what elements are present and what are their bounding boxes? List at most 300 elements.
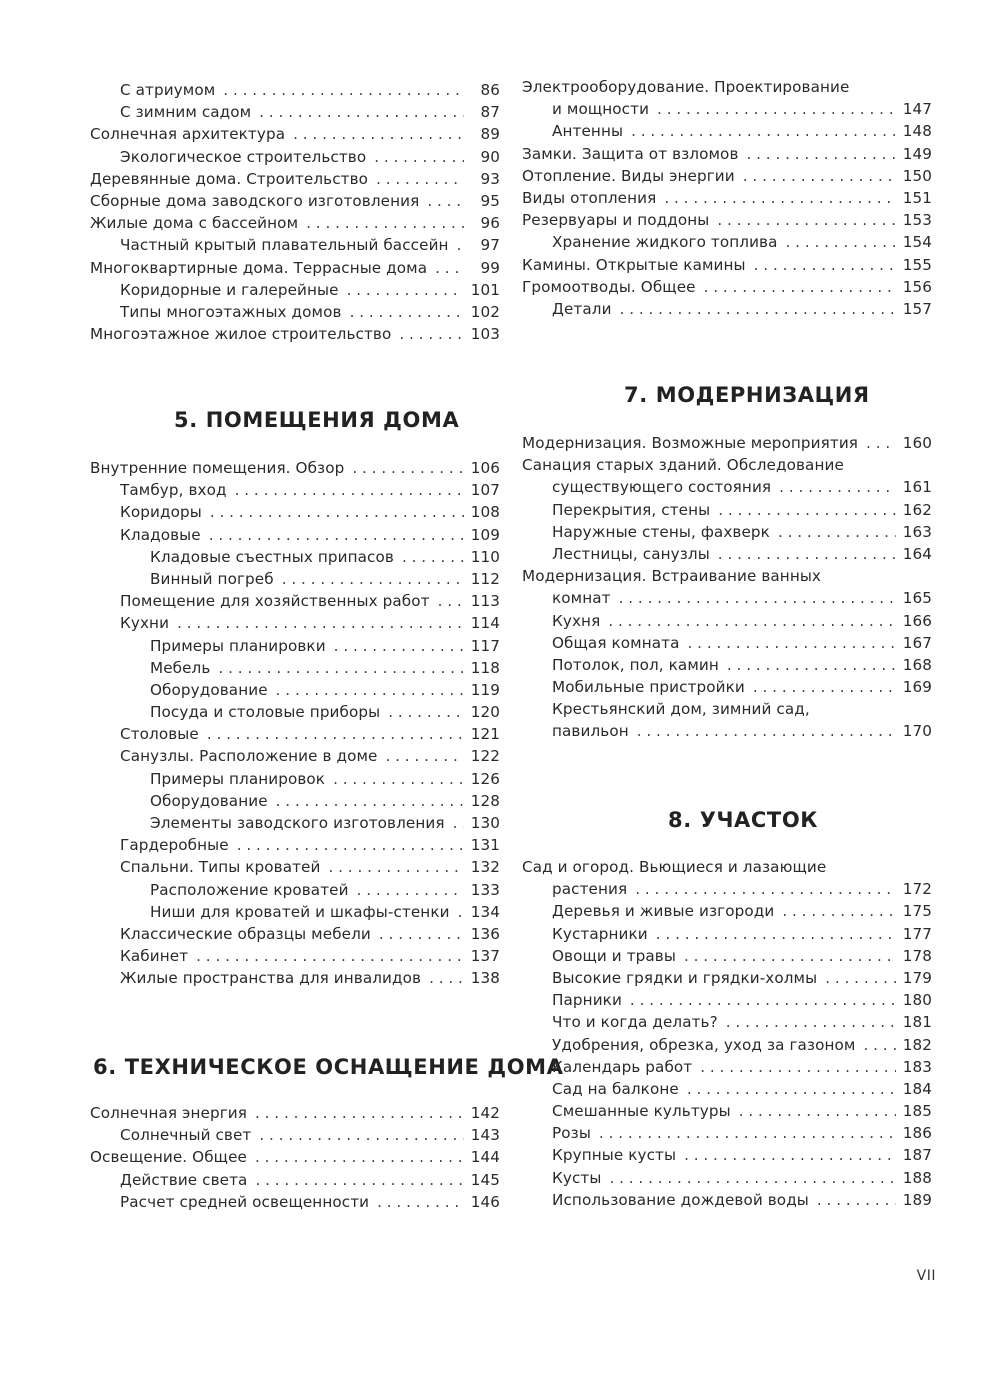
toc-leader-dots	[778, 521, 896, 543]
toc-entry-title: Овощи и травы	[552, 946, 676, 965]
toc-entry-page: 163	[902, 522, 932, 541]
toc-entry	[522, 1144, 932, 1166]
toc-entry	[90, 967, 500, 989]
toc-entry-page: 151	[902, 188, 932, 207]
toc-entry	[90, 768, 500, 790]
toc-entry	[522, 989, 932, 1011]
toc-entry-title: и мощности	[552, 100, 650, 119]
toc-entry-page: 112	[470, 569, 500, 588]
toc-entry	[522, 900, 932, 922]
toc-list-section-5	[90, 457, 500, 990]
toc-leader-dots	[276, 790, 464, 812]
toc-leader-dots	[255, 1169, 464, 1191]
toc-leader-dots	[276, 679, 464, 701]
toc-entry-page: 145	[470, 1170, 500, 1189]
toc-entry-page: 166	[902, 611, 932, 630]
toc-entry	[90, 524, 500, 546]
toc-entry-title: Общая комната	[552, 633, 680, 652]
toc-leader-dots	[427, 190, 464, 212]
page-number: VII	[916, 1268, 936, 1284]
toc-entry-page: 122	[470, 747, 500, 766]
toc-leader-dots	[630, 989, 896, 1011]
toc-entry	[90, 923, 500, 945]
toc-entry-title: Элементы заводского изготовления	[150, 814, 445, 832]
toc-entry	[522, 231, 932, 253]
toc-leader-dots	[306, 212, 464, 234]
toc-leader-dots	[786, 231, 896, 253]
toc-entry	[90, 1191, 500, 1213]
toc-entry-title: павильон	[552, 722, 629, 741]
toc-entry-page: 137	[470, 947, 500, 966]
toc-entry	[90, 657, 500, 679]
toc-entry	[90, 879, 500, 901]
toc-leader-dots	[684, 945, 896, 967]
toc-entry-page: 187	[902, 1146, 932, 1165]
toc-entry	[90, 590, 500, 612]
toc-entry-page: 146	[470, 1192, 500, 1211]
toc-entry	[90, 279, 500, 301]
toc-entry-page: 109	[470, 525, 500, 544]
toc-entry-title: Розы	[552, 1124, 591, 1143]
toc-entry	[522, 454, 932, 476]
toc-entry-page: 189	[902, 1190, 932, 1209]
toc-entry-page: 120	[470, 703, 500, 722]
toc-leader-dots	[282, 568, 464, 590]
toc-entry-page: 121	[470, 725, 500, 744]
toc-entry-page: 149	[902, 144, 932, 163]
toc-entry-page: 186	[902, 1124, 932, 1143]
toc-entry-title: Модернизация. Встраивание ванных	[522, 567, 822, 586]
toc-leader-dots	[779, 476, 896, 498]
toc-entry	[522, 610, 932, 632]
toc-entry	[90, 234, 500, 256]
toc-entry-page: 103	[470, 325, 500, 344]
toc-entry-title: Наружные стены, фахверк	[552, 522, 770, 541]
toc-leader-dots	[635, 878, 896, 900]
toc-entry	[90, 568, 500, 590]
toc-entry	[522, 1189, 932, 1211]
toc-entry-page: 185	[902, 1102, 932, 1121]
toc-entry-title: Гардеробные	[120, 836, 229, 855]
toc-entry-title: существующего состояния	[552, 478, 772, 497]
section-8-heading: 8. УЧАСТОК	[668, 808, 819, 832]
toc-entry-page: 133	[470, 880, 500, 899]
toc-entry-title: С зимним садом	[120, 103, 252, 122]
toc-entry-page: 144	[470, 1148, 500, 1167]
toc-entry-title: Кусты	[552, 1168, 602, 1187]
toc-entry	[522, 698, 932, 720]
toc-leader-dots	[688, 632, 896, 654]
toc-entry-page: 179	[902, 968, 932, 987]
toc-entry-title: Ниши для кроватей и шкафы-стенки	[150, 902, 450, 921]
toc-entry-title: Сад и огород. Вьющиеся и лазающие	[522, 858, 827, 876]
toc-entry	[90, 812, 500, 834]
section-5-heading: 5. ПОМЕЩЕНИЯ ДОМА	[174, 408, 460, 432]
toc-entry-title: Удобрения, обрезка, уход за газоном	[552, 1035, 856, 1054]
toc-leader-dots	[599, 1122, 896, 1144]
toc-entry	[522, 1100, 932, 1122]
toc-entry-title: Помещение для хозяйственных работ	[120, 592, 430, 611]
toc-entry-page: 96	[480, 214, 500, 233]
toc-entry	[522, 676, 932, 698]
toc-leader-dots	[435, 257, 464, 279]
toc-leader-dots	[376, 168, 464, 190]
toc-entry-page: 132	[470, 858, 500, 877]
toc-entry	[90, 301, 500, 323]
toc-entry-page: 95	[480, 191, 500, 210]
toc-entry-title: Камины. Открытые камины	[522, 255, 746, 274]
toc-entry-page: 130	[470, 814, 500, 832]
toc-leader-dots	[866, 432, 896, 454]
toc-entry-title: Действие света	[120, 1170, 248, 1189]
toc-entry-title: Кладовые съестных припасов	[150, 547, 394, 566]
toc-entry-title: Крестьянский дом, зимний сад,	[552, 700, 810, 719]
toc-entry-page: 148	[902, 122, 932, 141]
toc-leader-dots	[209, 524, 464, 546]
toc-leader-dots	[350, 301, 464, 323]
toc-entry	[522, 1056, 932, 1078]
toc-entry-title: Кабинет	[120, 947, 189, 966]
toc-entry	[522, 143, 932, 165]
toc-entry-title: Частный крытый плавательный бассейн	[120, 236, 449, 255]
toc-entry	[90, 123, 500, 145]
toc-entry	[522, 499, 932, 521]
toc-entry	[522, 878, 932, 900]
toc-entry-title: Оборудование	[150, 791, 268, 810]
toc-leader-dots	[259, 101, 464, 123]
toc-leader-dots	[177, 612, 464, 634]
toc-entry-title: Посуда и столовые приборы	[150, 703, 381, 722]
toc-leader-dots	[637, 720, 896, 742]
toc-entry	[522, 98, 932, 120]
toc-entry	[522, 165, 932, 187]
toc-leader-dots	[739, 1100, 896, 1122]
toc-entry	[522, 587, 932, 609]
toc-entry-page: 117	[470, 636, 500, 655]
toc-entry-page: 181	[902, 1013, 932, 1032]
toc-entry-page: 150	[902, 166, 932, 185]
toc-entry-title: Мобильные пристройки	[552, 678, 745, 697]
toc-leader-dots	[664, 187, 896, 209]
toc-entry	[90, 457, 500, 479]
toc-leader-dots	[259, 1124, 464, 1146]
toc-entry	[522, 967, 932, 989]
toc-leader-dots	[457, 234, 464, 256]
toc-entry	[90, 723, 500, 745]
toc-leader-dots	[207, 723, 464, 745]
toc-entry-page: 86	[480, 81, 500, 99]
toc-leader-dots	[782, 900, 896, 922]
toc-entry-page: 126	[470, 769, 500, 788]
toc-leader-dots	[620, 298, 896, 320]
toc-entry-title: Отопление. Виды энергии	[522, 166, 735, 185]
toc-entry-title: Замки. Защита от взломов	[522, 144, 739, 163]
toc-entry-title: Смешанные культуры	[552, 1102, 731, 1121]
toc-entry-page: 142	[470, 1104, 500, 1122]
toc-entry-title: Расчет средней освещенности	[120, 1192, 370, 1211]
toc-entry-page: 167	[902, 633, 932, 652]
toc-entry-title: Модернизация. Возможные мероприятия	[522, 434, 859, 452]
toc-leader-dots	[237, 834, 464, 856]
toc-entry	[90, 701, 500, 723]
toc-entry-page: 108	[470, 503, 500, 522]
toc-entry-page: 87	[480, 103, 500, 122]
toc-entry-title: Электрооборудование. Проектирование	[522, 78, 850, 96]
toc-leader-dots	[631, 120, 896, 142]
toc-entry	[90, 168, 500, 190]
toc-entry	[522, 1078, 932, 1100]
toc-entry-page: 170	[902, 722, 932, 741]
toc-entry	[90, 212, 500, 234]
toc-entry-page: 165	[902, 589, 932, 608]
toc-entry-page: 153	[902, 211, 932, 230]
toc-entry-title: Хранение жидкого топлива	[552, 233, 778, 252]
toc-leader-dots	[352, 457, 464, 479]
toc-entry	[522, 187, 932, 209]
toc-entry-page: 184	[902, 1079, 932, 1098]
toc-entry-title: Санация старых зданий. Обследование	[522, 456, 844, 475]
toc-leader-dots	[608, 610, 896, 632]
toc-entry-page: 89	[480, 125, 500, 144]
toc-entry-title: Многоэтажное жилое строительство	[90, 325, 392, 344]
toc-entry-page: 128	[470, 791, 500, 810]
toc-leader-dots	[255, 1102, 464, 1124]
toc-entry	[90, 323, 500, 345]
toc-entry	[522, 923, 932, 945]
toc-leader-dots	[619, 587, 896, 609]
toc-list-top-right	[522, 76, 932, 320]
toc-list-section-6	[90, 1102, 500, 1213]
toc-entry-page: 113	[470, 592, 500, 611]
toc-entry	[90, 479, 500, 501]
toc-leader-dots	[210, 501, 464, 523]
toc-entry	[522, 120, 932, 142]
toc-leader-dots	[687, 1078, 896, 1100]
toc-entry-page: 183	[902, 1057, 932, 1076]
toc-entry-page: 157	[902, 299, 932, 318]
toc-leader-dots	[718, 543, 896, 565]
toc-leader-dots	[726, 1011, 896, 1033]
toc-entry-title: Кладовые	[120, 525, 201, 544]
toc-entry	[522, 1122, 932, 1144]
toc-entry-title: Деревянные дома. Строительство	[90, 169, 369, 188]
toc-entry	[522, 945, 932, 967]
toc-entry	[90, 546, 500, 568]
toc-entry	[522, 476, 932, 498]
toc-entry	[522, 209, 932, 231]
toc-entry-title: Высокие грядки и грядки-холмы	[552, 968, 818, 987]
toc-entry-title: С атриумом	[120, 81, 216, 99]
toc-leader-dots	[357, 879, 464, 901]
toc-leader-dots	[700, 1056, 896, 1078]
toc-entry	[522, 254, 932, 276]
toc-entry-title: Кухня	[552, 611, 601, 630]
toc-entry	[90, 101, 500, 123]
toc-entry	[522, 565, 932, 587]
toc-entry-page: 97	[480, 236, 500, 255]
toc-entry	[90, 257, 500, 279]
toc-list-top-left	[90, 79, 500, 345]
toc-entry	[90, 745, 500, 767]
toc-entry-page: 178	[902, 946, 932, 965]
toc-leader-dots	[402, 546, 464, 568]
toc-entry-page: 99	[480, 258, 500, 277]
toc-entry-page: 106	[470, 459, 500, 477]
toc-leader-dots	[328, 856, 464, 878]
toc-entry-title: Многоквартирные дома. Террасные дома	[90, 258, 428, 277]
toc-entry-title: Солнечная архитектура	[90, 125, 286, 144]
toc-leader-dots	[399, 323, 464, 345]
toc-entry-title: Жилые пространства для инвалидов	[120, 969, 422, 988]
toc-leader-dots	[656, 923, 896, 945]
toc-entry	[90, 1146, 500, 1168]
toc-entry-title: Кустарники	[552, 924, 648, 943]
toc-leader-dots	[657, 98, 896, 120]
toc-entry-page: 138	[470, 969, 500, 988]
toc-entry	[90, 901, 500, 923]
toc-entry-page: 90	[480, 147, 500, 166]
toc-entry-title: Виды отопления	[522, 188, 657, 207]
toc-entry-title: Санузлы. Расположение в доме	[120, 747, 378, 766]
toc-entry-title: Деревья и живые изгороди	[552, 902, 775, 921]
toc-entry-page: 131	[470, 836, 500, 855]
toc-entry	[522, 1167, 932, 1189]
toc-entry	[90, 790, 500, 812]
toc-entry-page: 134	[470, 902, 500, 921]
toc-entry	[522, 298, 932, 320]
toc-entry	[90, 1169, 500, 1191]
toc-leader-dots	[754, 254, 896, 276]
toc-entry-title: Коридоры	[120, 503, 202, 522]
toc-entry	[522, 856, 932, 878]
toc-entry-page: 169	[902, 678, 932, 697]
toc-leader-dots	[704, 276, 896, 298]
toc-entry-title: Что и когда делать?	[552, 1013, 718, 1032]
toc-entry	[522, 720, 932, 742]
toc-entry-title: Парники	[552, 991, 622, 1010]
toc-leader-dots	[817, 1189, 896, 1211]
toc-entry-title: Тамбур, вход	[120, 481, 227, 500]
section-7-heading: 7. МОДЕРНИЗАЦИЯ	[624, 383, 870, 407]
section-6-heading: 6. ТЕХНИЧЕСКОЕ ОСНАЩЕНИЕ ДОМА	[93, 1055, 564, 1079]
toc-entry	[90, 679, 500, 701]
toc-leader-dots	[717, 209, 896, 231]
toc-entry-page: 136	[470, 924, 500, 943]
toc-entry-title: Освещение. Общее	[90, 1148, 247, 1167]
toc-entry-page: 172	[902, 880, 932, 899]
toc-entry-page: 168	[902, 655, 932, 674]
toc-leader-dots	[753, 676, 896, 698]
toc-entry-page: 143	[470, 1126, 500, 1145]
toc-leader-dots	[388, 701, 464, 723]
toc-leader-dots	[727, 654, 896, 676]
toc-leader-dots	[718, 499, 896, 521]
toc-entry-title: Жилые дома с бассейном	[90, 214, 299, 233]
toc-entry	[522, 76, 932, 98]
toc-entry-title: Сад на балконе	[552, 1079, 679, 1098]
toc-leader-dots	[453, 812, 464, 834]
toc-leader-dots	[333, 768, 464, 790]
toc-entry-title: Типы многоэтажных домов	[120, 302, 342, 321]
toc-entry-page: 156	[902, 277, 932, 296]
toc-leader-dots	[196, 945, 464, 967]
toc-entry-page: 182	[902, 1035, 932, 1054]
toc-leader-dots	[747, 143, 897, 165]
toc-entry-title: Крупные кусты	[552, 1146, 677, 1165]
toc-entry-title: Мебель	[150, 658, 211, 677]
toc-entry-title: Столовые	[120, 725, 199, 744]
toc-entry	[90, 146, 500, 168]
toc-entry	[522, 521, 932, 543]
toc-entry-title: Использование дождевой воды	[552, 1190, 809, 1209]
toc-entry-title: Оборудование	[150, 680, 268, 699]
toc-entry-page: 118	[470, 658, 500, 677]
toc-entry-page: 160	[902, 434, 932, 452]
toc-entry-title: Потолок, пол, камин	[552, 655, 719, 674]
toc-entry-title: комнат	[552, 589, 611, 608]
toc-entry	[90, 856, 500, 878]
toc-entry-title: Перекрытия, стены	[552, 500, 711, 519]
toc-leader-dots	[255, 1146, 464, 1168]
toc-entry	[522, 543, 932, 565]
toc-leader-dots	[863, 1034, 896, 1056]
toc-entry	[522, 276, 932, 298]
toc-leader-dots	[429, 967, 464, 989]
toc-entry-title: Громоотводы. Общее	[522, 277, 696, 296]
toc-leader-dots	[334, 635, 464, 657]
toc-entry-title: Винный погреб	[150, 569, 274, 588]
toc-entry	[522, 1011, 932, 1033]
toc-entry	[90, 190, 500, 212]
toc-entry-title: Коридорные и галерейные	[120, 280, 339, 299]
toc-entry	[90, 1102, 500, 1124]
toc-leader-dots	[609, 1167, 896, 1189]
toc-entry-page: 164	[902, 544, 932, 563]
toc-entry-page: 93	[480, 169, 500, 188]
toc-entry-page: 147	[902, 100, 932, 119]
toc-leader-dots	[743, 165, 896, 187]
toc-entry-page: 114	[470, 614, 500, 633]
toc-entry-title: Внутренние помещения. Обзор	[90, 459, 345, 477]
toc-entry-title: растения	[552, 880, 628, 899]
toc-leader-dots	[347, 279, 464, 301]
toc-entry-page: 102	[470, 302, 500, 321]
toc-list-section-7	[522, 432, 932, 743]
toc-entry-page: 162	[902, 500, 932, 519]
toc-entry-title: Резервуары и поддоны	[522, 211, 710, 230]
toc-entry-title: Солнечный свет	[120, 1126, 252, 1145]
toc-leader-dots	[458, 901, 464, 923]
toc-entry-title: Антенны	[552, 122, 624, 141]
toc-entry-title: Солнечная энергия	[90, 1104, 247, 1122]
toc-entry-title: Спальни. Типы кроватей	[120, 858, 321, 877]
toc-entry-title: Лестницы, санузлы	[552, 544, 710, 563]
toc-leader-dots	[223, 79, 464, 101]
toc-leader-dots	[385, 745, 464, 767]
toc-entry-page: 154	[902, 233, 932, 252]
toc-list-section-8	[522, 856, 932, 1211]
toc-leader-dots	[218, 657, 464, 679]
toc-entry	[522, 1034, 932, 1056]
toc-leader-dots	[438, 590, 464, 612]
toc-entry-page: 161	[902, 478, 932, 497]
toc-entry	[90, 79, 500, 101]
toc-entry-title: Экологическое строительство	[120, 147, 367, 166]
toc-entry	[90, 834, 500, 856]
toc-leader-dots	[379, 923, 464, 945]
toc-leader-dots	[293, 123, 464, 145]
toc-entry-title: Сборные дома заводского изготовления	[90, 191, 420, 210]
